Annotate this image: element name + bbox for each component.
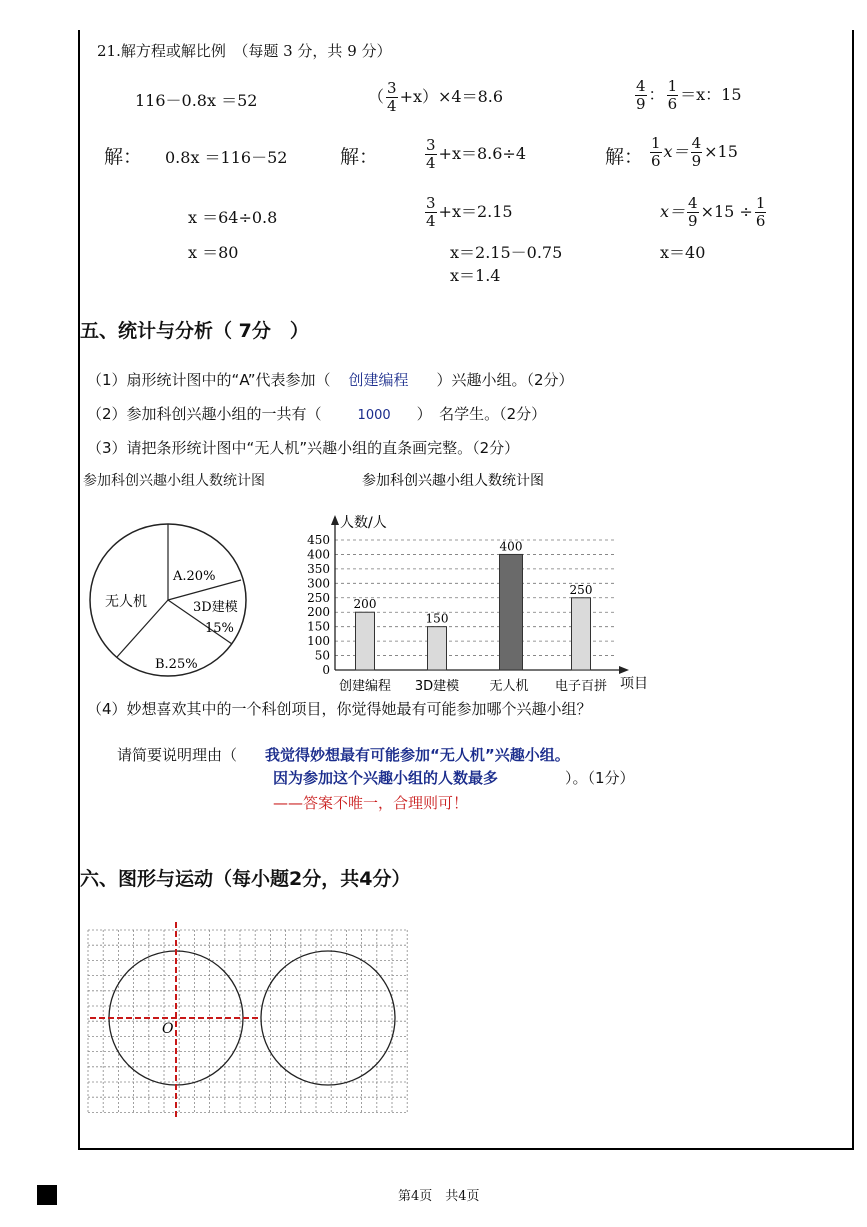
pie-label: 15%	[205, 621, 234, 636]
bar-value-label: 150	[425, 611, 449, 626]
bar	[572, 598, 591, 670]
eq3-sol1: $\frac{1}{6}$ x＝ $\frac{4}{9}$ ×15	[651, 134, 738, 170]
y-tick-label: 100	[307, 634, 330, 649]
x-axis-arrow	[619, 666, 629, 674]
eq3-rest: ＝x：15	[680, 85, 742, 104]
frac-3-4: $\frac{3}{4}$	[387, 79, 397, 115]
page-footer: 第4页 共4页	[398, 1189, 480, 1204]
pie-title: 参加科创兴趣小组人数统计图	[83, 473, 265, 489]
y-tick-label: 0	[322, 663, 330, 677]
s5-q1: （1）扇形统计图中的“A”代表参加（ 创建编程 ）兴趣小组。（2分）	[87, 371, 574, 389]
circle-right	[261, 951, 395, 1085]
bar	[428, 627, 447, 670]
eq2-open: （	[368, 87, 385, 106]
eq1-sol2: x ＝64÷0.8	[188, 208, 278, 227]
y-tick-label: 450	[307, 533, 330, 547]
dotted-grid	[88, 930, 407, 1112]
s5-q3: （3）请把条形统计图中“无人机”兴趣小组的直条画完整。（2分）	[87, 439, 520, 457]
x-axis-label: 项目	[620, 676, 648, 692]
bar-value-label: 400	[499, 539, 523, 554]
reason-answer-1: 我觉得妙想最有可能参加“无人机”兴趣小组。	[265, 746, 570, 764]
x-tick-label: 3D建模	[414, 679, 460, 694]
reason-label: 请简要说明理由（	[117, 746, 238, 764]
x-tick-label: 无人机	[489, 679, 529, 694]
bar	[356, 612, 375, 670]
y-tick-label: 250	[307, 590, 330, 605]
y-axis-label: 人数/人	[340, 515, 387, 531]
corner-marker	[37, 1185, 57, 1205]
pie-label: B.25%	[155, 657, 198, 672]
s5-q2: （2）参加科创兴趣小组的一共有（ 1000 ） 名学生。（2分）	[87, 405, 547, 423]
section5-title: 五、统计与分析（ 7分 ）	[80, 320, 309, 342]
pie-label: 无人机	[105, 594, 147, 610]
reason-note: ——答案不唯一，合理则可！	[273, 794, 469, 812]
y-tick-label: 200	[307, 605, 330, 620]
eq3: $\frac{4}{9}$ ： $\frac{1}{6}$ ＝x：15	[636, 77, 742, 113]
frac-4-9: $\frac{4}{9}$	[636, 77, 646, 113]
s5-q2-answer: 1000	[357, 408, 391, 423]
eq2	[368, 80, 503, 115]
eq3-sol2: x＝ $\frac{4}{9}$ ×15 ÷ $\frac{1}{6}$	[660, 194, 766, 230]
reason-close: ）。（1分）	[565, 769, 635, 787]
eq2-sol3: x＝2.15－0.75	[450, 243, 563, 262]
s5-q1-answer: 创建编程	[348, 371, 409, 389]
pie-chart	[85, 520, 260, 685]
jie-1: 解：	[104, 146, 143, 168]
y-tick-label: 300	[307, 576, 330, 591]
y-axis-arrow	[331, 515, 339, 525]
eq2-rest: +x）×4＝8.6	[399, 87, 504, 106]
y-tick-label: 350	[307, 561, 330, 576]
eq1-sol1: 0.8x ＝116－52	[165, 148, 288, 167]
y-tick-label: 150	[307, 619, 330, 634]
eq2-sol2: $\frac{3}{4}$ +x＝2.15	[426, 194, 513, 230]
q21-title: 21.解方程或解比例 （每题 3 分，共 9 分）	[97, 42, 392, 60]
x-tick-label: 电子百拼	[554, 679, 608, 694]
reason-answer-2: 因为参加这个兴趣小组的人数最多	[273, 769, 499, 787]
bar-value-label: 250	[569, 582, 593, 597]
chart-title: 参加科创兴趣小组人数统计图	[362, 473, 544, 489]
y-tick-label: 50	[314, 648, 330, 663]
eq1-sol3: x ＝80	[188, 243, 239, 262]
eq3-sol3: x＝40	[660, 243, 706, 262]
bar-chart	[290, 465, 650, 700]
origin-label: O	[162, 1021, 174, 1037]
eq1: 116－0.8x ＝52	[135, 91, 258, 110]
jie-2: 解：	[340, 146, 379, 168]
bar-value-label: 200	[353, 597, 377, 612]
pie-label: 3D建模	[193, 600, 238, 615]
section6-title: 六、图形与运动（每小题2分，共4分）	[80, 868, 411, 890]
eq2-sol4: x＝1.4	[450, 266, 501, 285]
eq2-sol1: $\frac{3}{4}$ +x＝8.6÷4	[426, 136, 527, 172]
x-tick-label: 创建编程	[338, 679, 392, 694]
frac-1-6: $\frac{1}{6}$	[667, 77, 678, 113]
grid-figure	[85, 920, 420, 1120]
jie-3: 解：	[605, 146, 644, 168]
pie-label: A.20%	[173, 569, 216, 584]
bar	[500, 554, 523, 670]
s5-q4: （4）妙想喜欢其中的一个科创项目，你觉得她最有可能参加哪个兴趣小组？	[87, 700, 592, 718]
y-tick-label: 400	[307, 547, 330, 562]
